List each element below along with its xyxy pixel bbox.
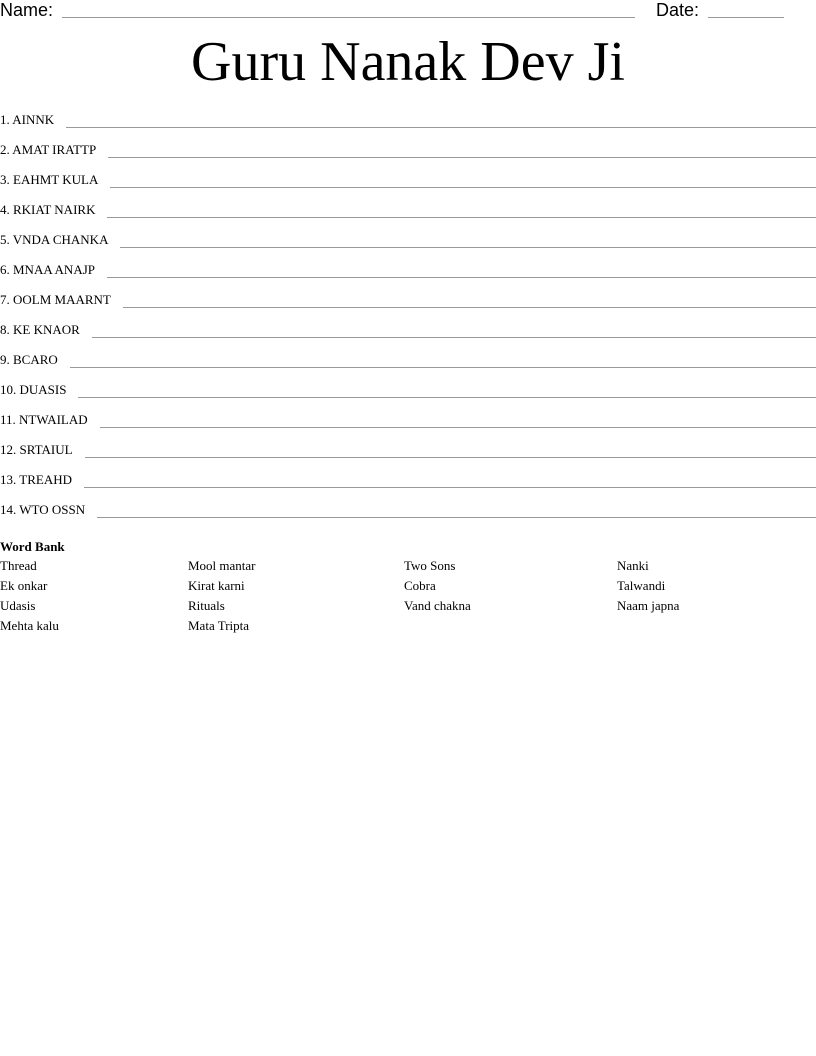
scramble-problem-row bbox=[0, 170, 816, 200]
answer-line[interactable] bbox=[66, 127, 816, 128]
answer-line[interactable] bbox=[123, 307, 816, 308]
scrambled-word bbox=[0, 140, 108, 160]
date-field-line[interactable] bbox=[708, 17, 784, 18]
word-bank-word: Naam japna bbox=[617, 598, 680, 613]
word-bank-word: Thread bbox=[0, 558, 37, 573]
scramble-problem-row bbox=[0, 320, 816, 350]
scramble-problem-row bbox=[0, 200, 816, 230]
scrambled-letters: WTO OSSN bbox=[19, 502, 86, 517]
scramble-problem-row bbox=[0, 410, 816, 440]
answer-line[interactable] bbox=[84, 487, 816, 488]
answer-line[interactable] bbox=[120, 247, 816, 248]
answer-line[interactable] bbox=[78, 397, 816, 398]
answer-line[interactable] bbox=[107, 277, 816, 278]
scrambled-word bbox=[0, 500, 97, 520]
problem-number: 1. bbox=[0, 112, 10, 127]
scrambled-letters: AMAT IRATTP bbox=[12, 142, 97, 157]
word-bank-word: Talwandi bbox=[617, 578, 666, 593]
scramble-problem-row bbox=[0, 140, 816, 170]
answer-line[interactable] bbox=[108, 157, 816, 158]
answer-line[interactable] bbox=[100, 427, 816, 428]
problem-number: 3. bbox=[0, 172, 10, 187]
problem-number: 14. bbox=[0, 502, 17, 517]
scramble-problem-row bbox=[0, 470, 816, 500]
worksheet-header bbox=[0, 0, 816, 22]
scramble-problem-row bbox=[0, 260, 816, 290]
word-bank-word: Udasis bbox=[0, 598, 36, 613]
problem-number: 7. bbox=[0, 292, 10, 307]
word-bank-word: Nanki bbox=[617, 558, 649, 573]
scrambled-word bbox=[0, 260, 107, 280]
word-bank-word: Rituals bbox=[188, 598, 225, 613]
scramble-problem-row bbox=[0, 230, 816, 260]
answer-line[interactable] bbox=[110, 187, 816, 188]
scrambled-letters: OOLM MAARNT bbox=[13, 292, 111, 307]
scrambled-letters: KE KNAOR bbox=[13, 322, 80, 337]
scrambled-word bbox=[0, 320, 92, 340]
problem-number: 11. bbox=[0, 412, 16, 427]
scramble-problem-row bbox=[0, 110, 816, 140]
scramble-problem-row bbox=[0, 380, 816, 410]
answer-line[interactable] bbox=[107, 217, 816, 218]
scrambled-word bbox=[0, 470, 84, 490]
date-label: Date: bbox=[656, 0, 700, 20]
word-bank-grid bbox=[0, 556, 816, 646]
scrambled-letters: TREAHD bbox=[19, 472, 72, 487]
problem-number: 13. bbox=[0, 472, 17, 487]
scramble-problem-row bbox=[0, 500, 816, 530]
answer-line[interactable] bbox=[92, 337, 816, 338]
scrambled-word bbox=[0, 380, 78, 400]
word-bank-word: Cobra bbox=[404, 578, 436, 593]
word-bank-word: Mehta kalu bbox=[0, 618, 59, 633]
scrambled-word bbox=[0, 110, 66, 130]
page-title: Guru Nanak Dev Ji bbox=[191, 31, 625, 93]
word-bank-column bbox=[404, 556, 471, 616]
scrambled-word bbox=[0, 200, 107, 220]
word-bank-word: Vand chakna bbox=[404, 598, 471, 613]
problem-number: 2. bbox=[0, 142, 10, 157]
answer-line[interactable] bbox=[97, 517, 816, 518]
word-bank-column bbox=[0, 556, 59, 636]
scrambled-letters: EAHMT KULA bbox=[13, 172, 99, 187]
scrambled-letters: BCARO bbox=[13, 352, 58, 367]
scrambled-letters: NTWAILAD bbox=[19, 412, 88, 427]
word-bank-word: Ek onkar bbox=[0, 578, 48, 593]
scrambled-letters: SRTAIUL bbox=[19, 442, 73, 457]
scrambled-word bbox=[0, 440, 85, 460]
scrambled-word bbox=[0, 170, 110, 190]
scrambled-letters: VNDA CHANKA bbox=[12, 232, 109, 247]
problem-number: 6. bbox=[0, 262, 10, 277]
problem-number: 4. bbox=[0, 202, 10, 217]
problem-number: 9. bbox=[0, 352, 10, 367]
answer-line[interactable] bbox=[85, 457, 816, 458]
scrambled-word bbox=[0, 350, 70, 370]
answer-line[interactable] bbox=[70, 367, 816, 368]
word-bank-column bbox=[188, 556, 256, 636]
word-bank bbox=[0, 538, 816, 646]
scramble-problem-row bbox=[0, 290, 816, 320]
word-bank-word: Mata Tripta bbox=[188, 618, 250, 633]
scrambled-letters: AINNK bbox=[12, 112, 55, 127]
scrambled-letters: RKIAT NAIRK bbox=[13, 202, 96, 217]
problem-number: 12. bbox=[0, 442, 17, 457]
scrambled-word bbox=[0, 290, 123, 310]
problem-number: 10. bbox=[0, 382, 17, 397]
scrambled-word bbox=[0, 410, 100, 430]
word-bank-word: Mool mantar bbox=[188, 558, 256, 573]
word-bank-word: Kirat karni bbox=[188, 578, 245, 593]
scramble-problem-row bbox=[0, 440, 816, 470]
problem-number: 5. bbox=[0, 232, 10, 247]
word-bank-title: Word Bank bbox=[0, 539, 65, 554]
word-bank-word: Two Sons bbox=[404, 558, 456, 573]
name-field-line[interactable] bbox=[62, 17, 635, 18]
name-label: Name: bbox=[0, 0, 54, 20]
scrambled-word bbox=[0, 230, 120, 250]
problem-number: 8. bbox=[0, 322, 10, 337]
scrambled-letters: DUASIS bbox=[19, 382, 67, 397]
scramble-problem-row bbox=[0, 350, 816, 380]
word-bank-column bbox=[617, 556, 679, 616]
scrambled-letters: MNAA ANAJP bbox=[13, 262, 95, 277]
